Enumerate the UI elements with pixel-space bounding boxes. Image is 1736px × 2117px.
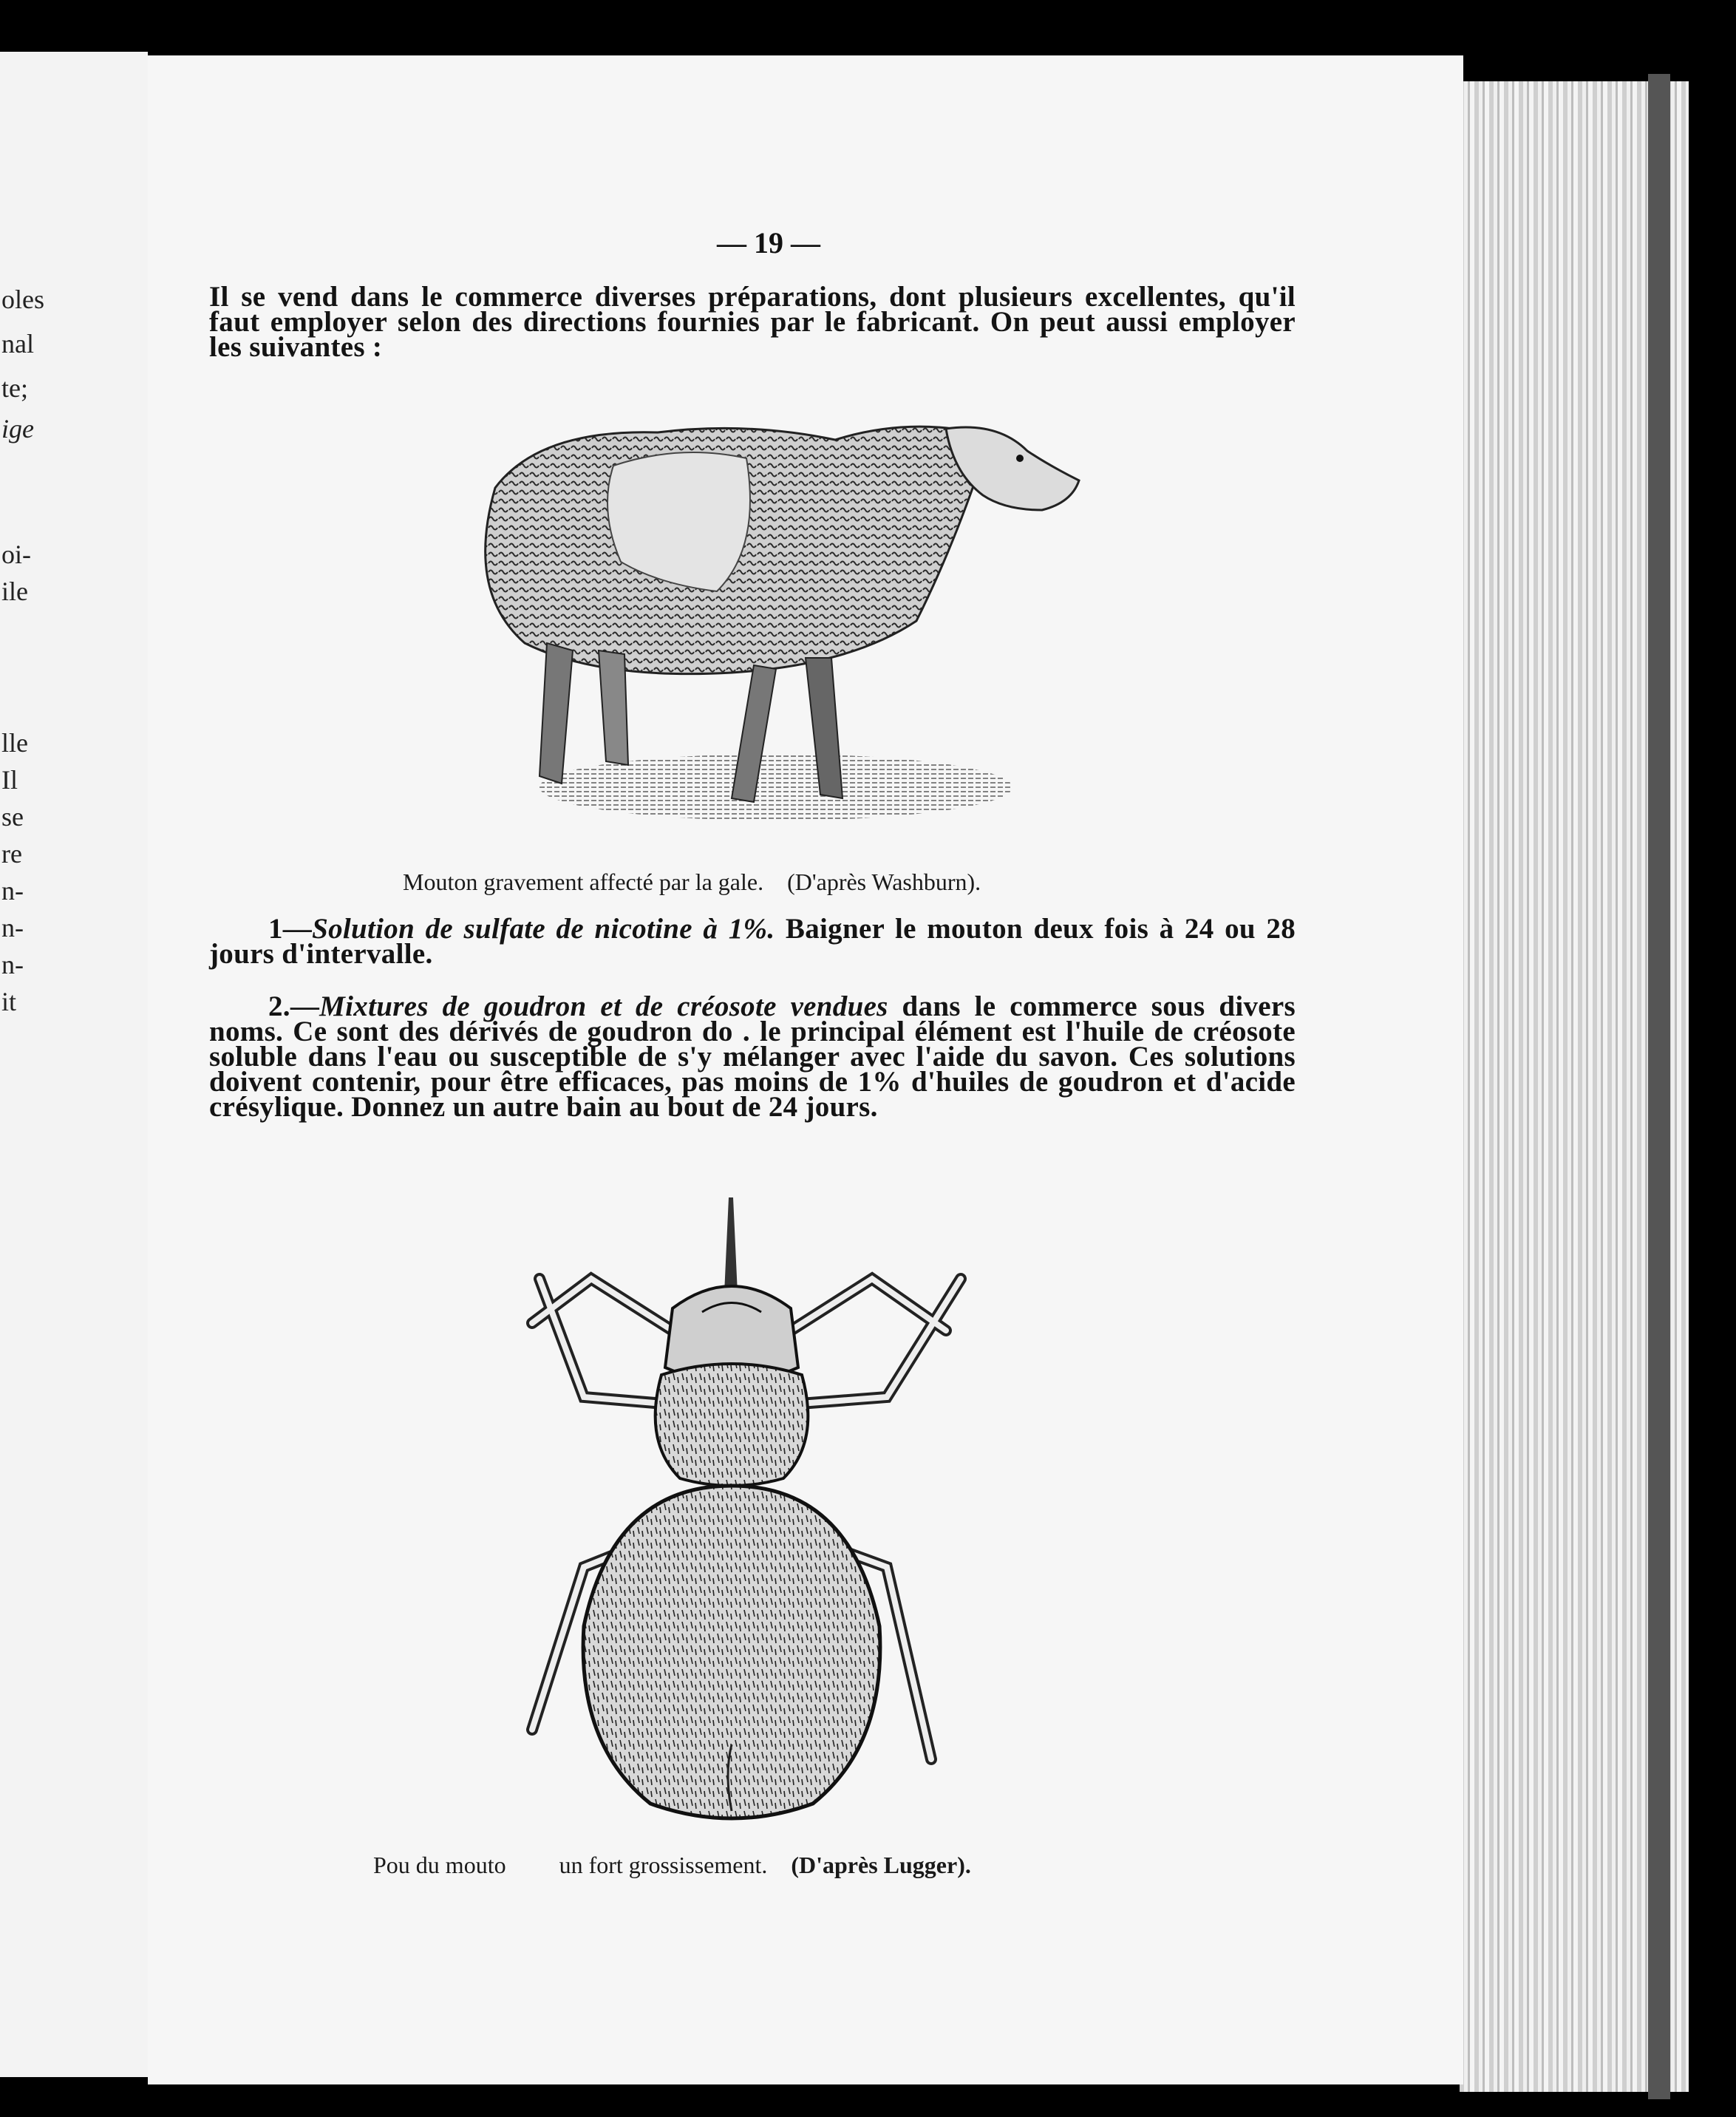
left-fragment: ige [1,414,34,444]
left-fragment: oi- [1,540,31,569]
left-fragment: te; [1,373,28,403]
item-1-number: 1— [268,913,313,945]
intro-paragraph: Il se vend dans le commerce diverses préparations, dont plusieurs excellentes, qu'il faut employer selon des directions fournies par le fabricant. On peut aussi employer les suivantes : [209,281,1296,363]
book-cover-edge [1648,74,1670,2099]
left-fragment: lle [1,728,28,758]
item-1-paragraph [209,913,1296,970]
left-fragment: n- [1,913,24,942]
figure-2-caption-source: (D'après Lugger). [791,1852,971,1878]
left-page-text-fragments [0,52,148,2077]
left-fragment: n- [1,950,24,979]
figure-2-caption-main: Pou du mouto [373,1852,506,1878]
figure-1-caption-main: Mouton gravement affecté par la gale. [403,869,764,895]
figure-1-caption-source: (D'après Washburn). [787,869,981,895]
left-fragment: ile [1,577,28,606]
figure-2-caption-middle: un fort grossissement. [559,1852,768,1878]
item-2-title: Mixtures de goudron et de créosote vendues [319,990,888,1022]
left-fragment: n- [1,876,24,905]
item-2-text: dans le commerce sous divers noms. Ce sont des dérivés de goudron do . le principal élément est l'huile de créosote soluble dans l'eau ou susceptible de s'y mélanger avec l'aide du savon. Ces solutions doivent contenir, pour être efficaces, pas moins de 1% d'huiles de goudron et d'acide crésylique. Donnez un autre bain au bout de 24 jours. [209,990,1296,1123]
figure-1-caption [403,869,981,896]
sheep-illustration [436,399,1086,857]
left-fragment: se [1,802,24,832]
left-facing-page [0,52,148,2077]
item-1-title: Solution de sulfate de nicotine à 1%. [312,913,775,945]
page-number: — 19 — [717,226,820,259]
item-2-paragraph [209,990,1296,1123]
item-2-number: 2.— [268,990,320,1022]
left-fragment: it [1,987,17,1016]
left-fragment: oles [1,285,44,314]
left-fragment: nal [1,329,34,359]
figure-2-caption [373,1852,971,1879]
louse-illustration [503,1183,1005,1848]
item-1-text: Baigner le mouton deux fois à 24 ou 28 jours d'intervalle. [209,913,1296,970]
left-fragment: re [1,839,22,869]
left-fragment: Il [1,765,18,795]
